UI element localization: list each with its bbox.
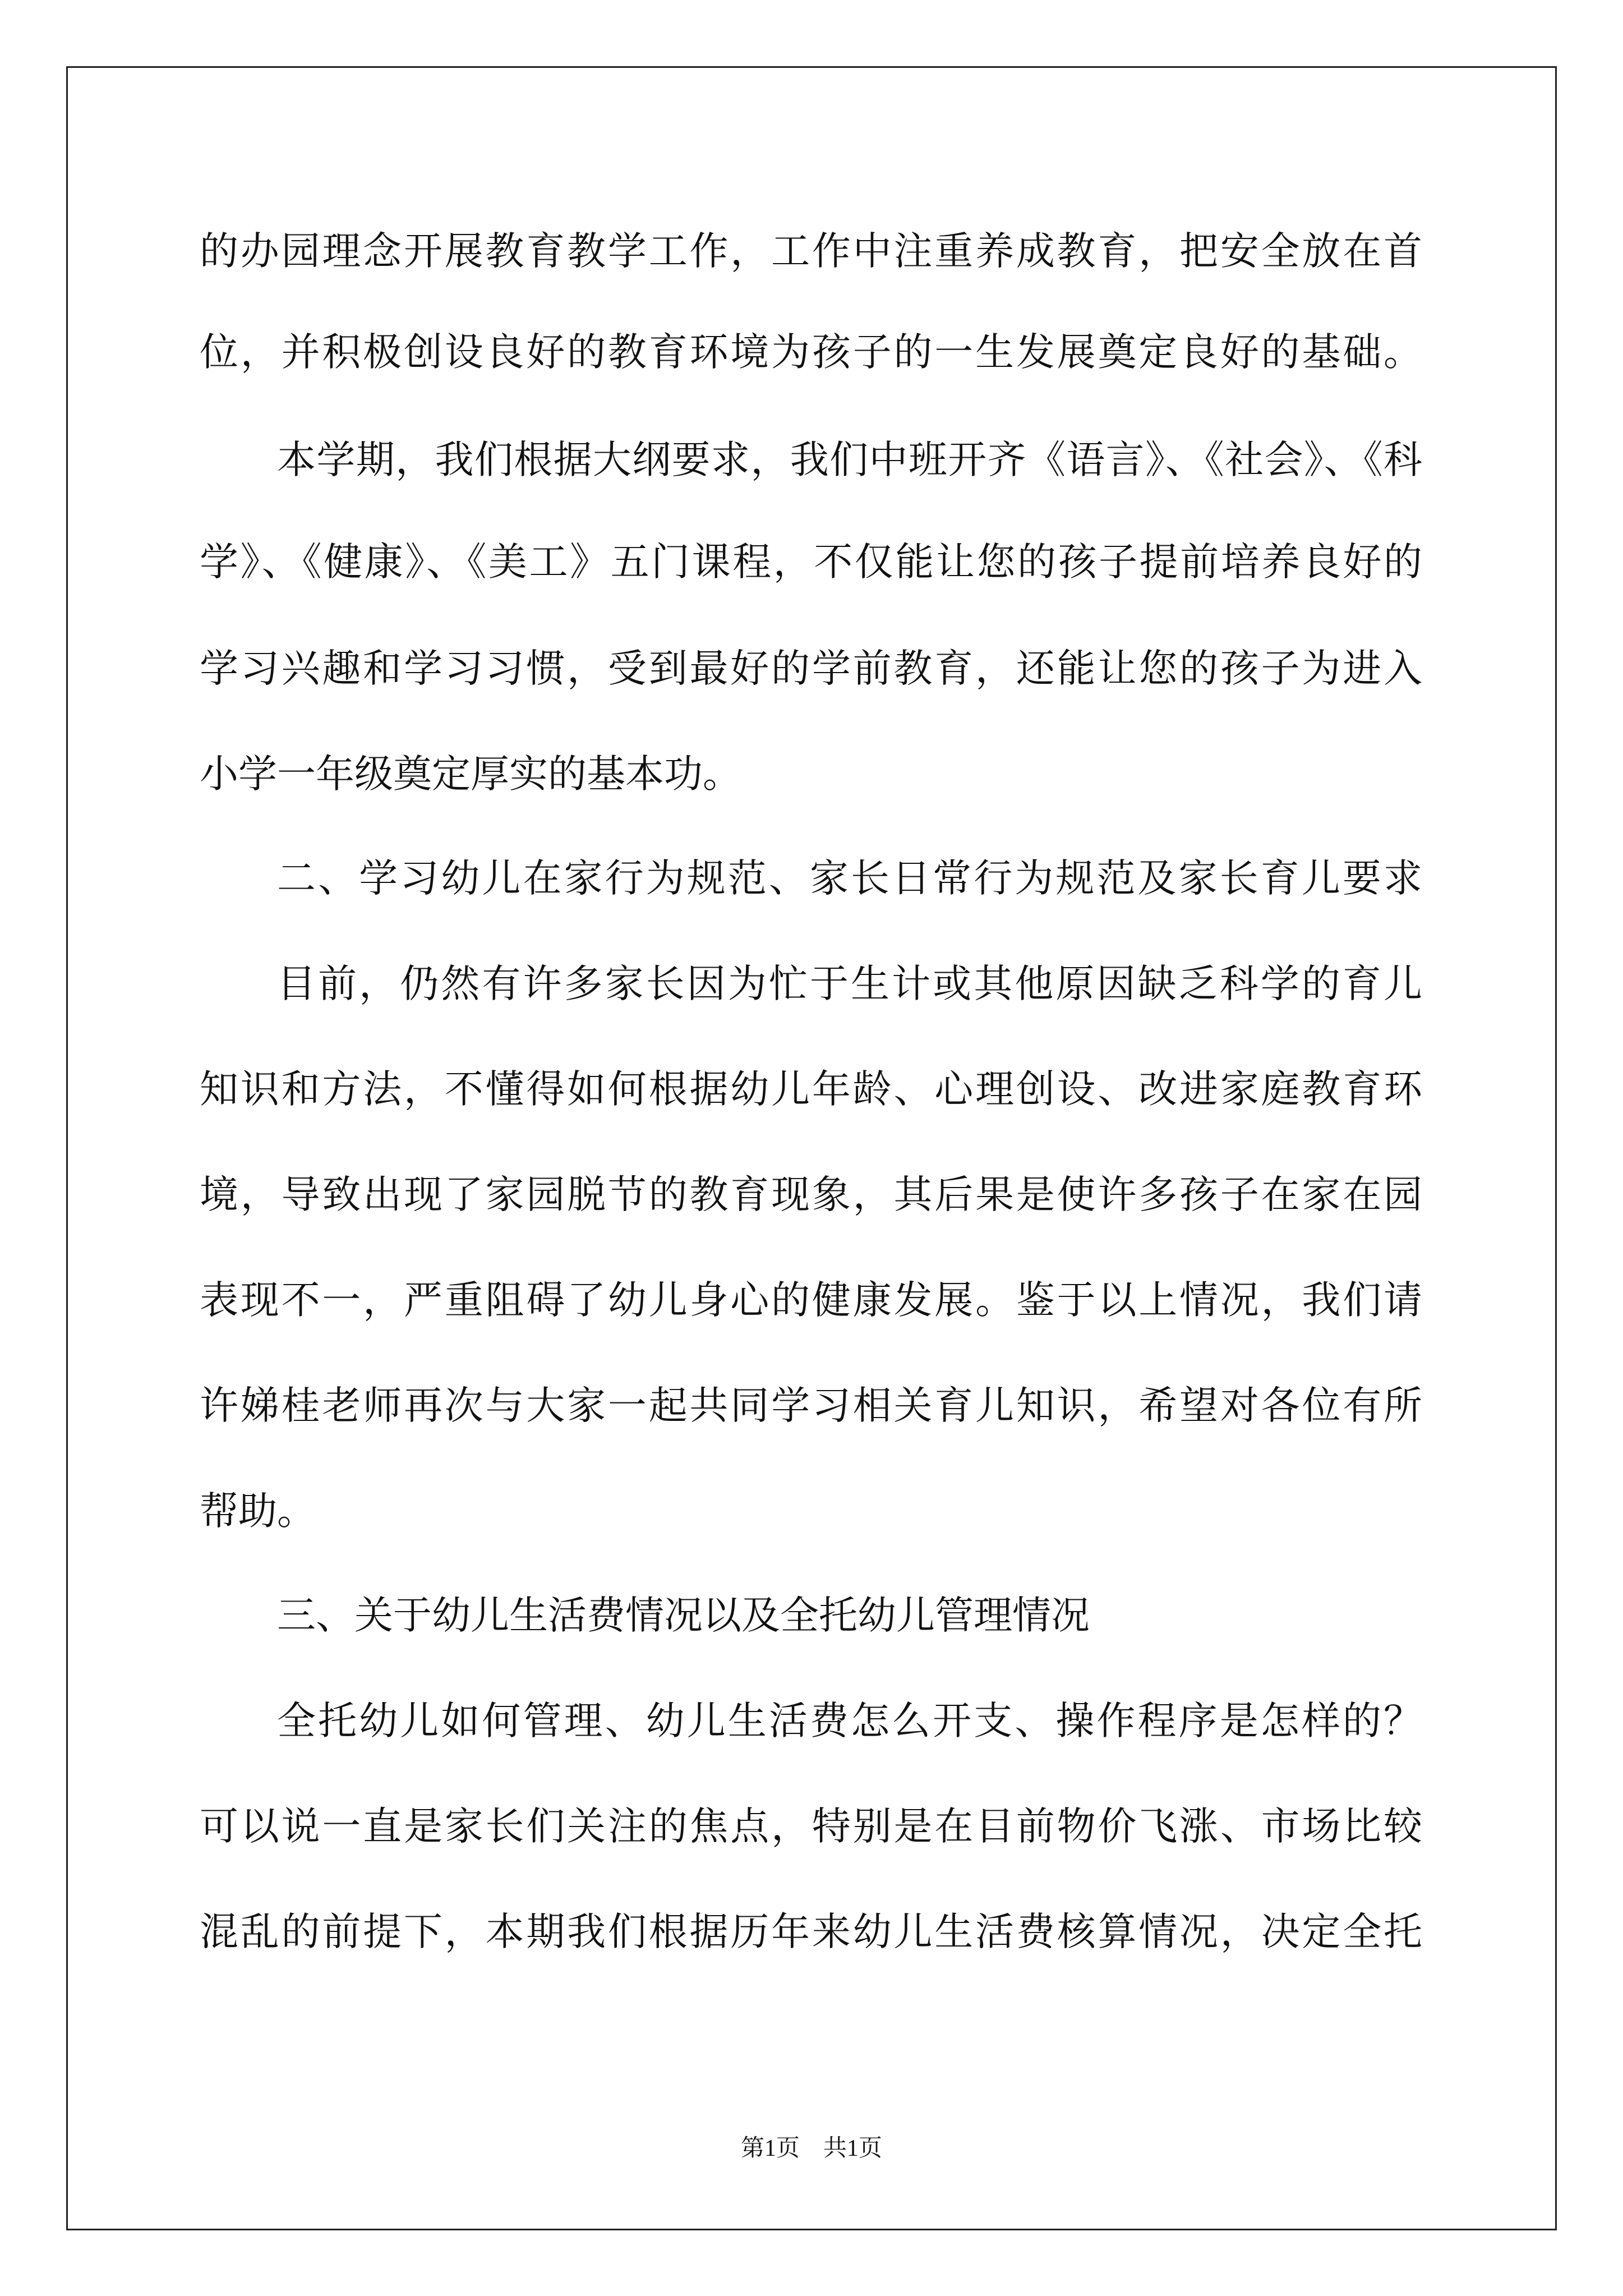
body-line: 知识和方法，不懂得如何根据幼儿年龄、心理创设、改进家庭教育环 [200,1067,1422,1112]
section-heading: 三、关于幼儿生活费情况以及全托幼儿管理情况 [277,1593,1090,1638]
body-line: 的办园理念开展教育教学工作，工作中注重养成教育，把安全放在首 [200,229,1422,274]
body-line: 全托幼儿如何管理、幼儿生活费怎么开支、操作程序是怎样的？ [277,1699,1422,1743]
body-line: 许娣桂老师再次与大家一起共同学习相关育儿知识，希望对各位有所 [200,1383,1422,1428]
section-heading: 二、学习幼儿在家行为规范、家长日常行为规范及家长育儿要求 [277,856,1422,901]
body-line: 混乱的前提下，本期我们根据历年来幼儿生活费核算情况，决定全托 [200,1910,1422,1954]
body-line: 小学一年级奠定厚实的基本功。 [200,752,741,797]
body-line: 位，并积极创设良好的教育环境为孩子的一生发展奠定良好的基础。 [200,330,1422,375]
body-line: 境，导致出现了家园脱节的教育现象，其后果是使许多孩子在家在园 [200,1172,1422,1217]
body-line: 学》、《健康》、《美工》五门课程，不仅能让您的孩子提前培养良好的 [200,540,1422,585]
body-line: 目前，仍然有许多家长因为忙于生计或其他原因缺乏科学的育儿 [277,961,1422,1006]
body-line: 学习兴趣和学习习惯，受到最好的学前教育，还能让您的孩子为进入 [200,646,1422,691]
body-line: 可以说一直是家长们关注的焦点，特别是在目前物价飞涨、市场比较 [200,1804,1422,1849]
body-line: 表现不一，严重阻碍了幼儿身心的健康发展。鉴于以上情况，我们请 [200,1278,1422,1323]
body-line: 帮助。 [200,1489,316,1534]
page-footer: 第1页 共1页 [740,2136,882,2161]
body-line: 本学期，我们根据大纲要求，我们中班开齐《语言》、《社会》、《科 [277,438,1422,482]
